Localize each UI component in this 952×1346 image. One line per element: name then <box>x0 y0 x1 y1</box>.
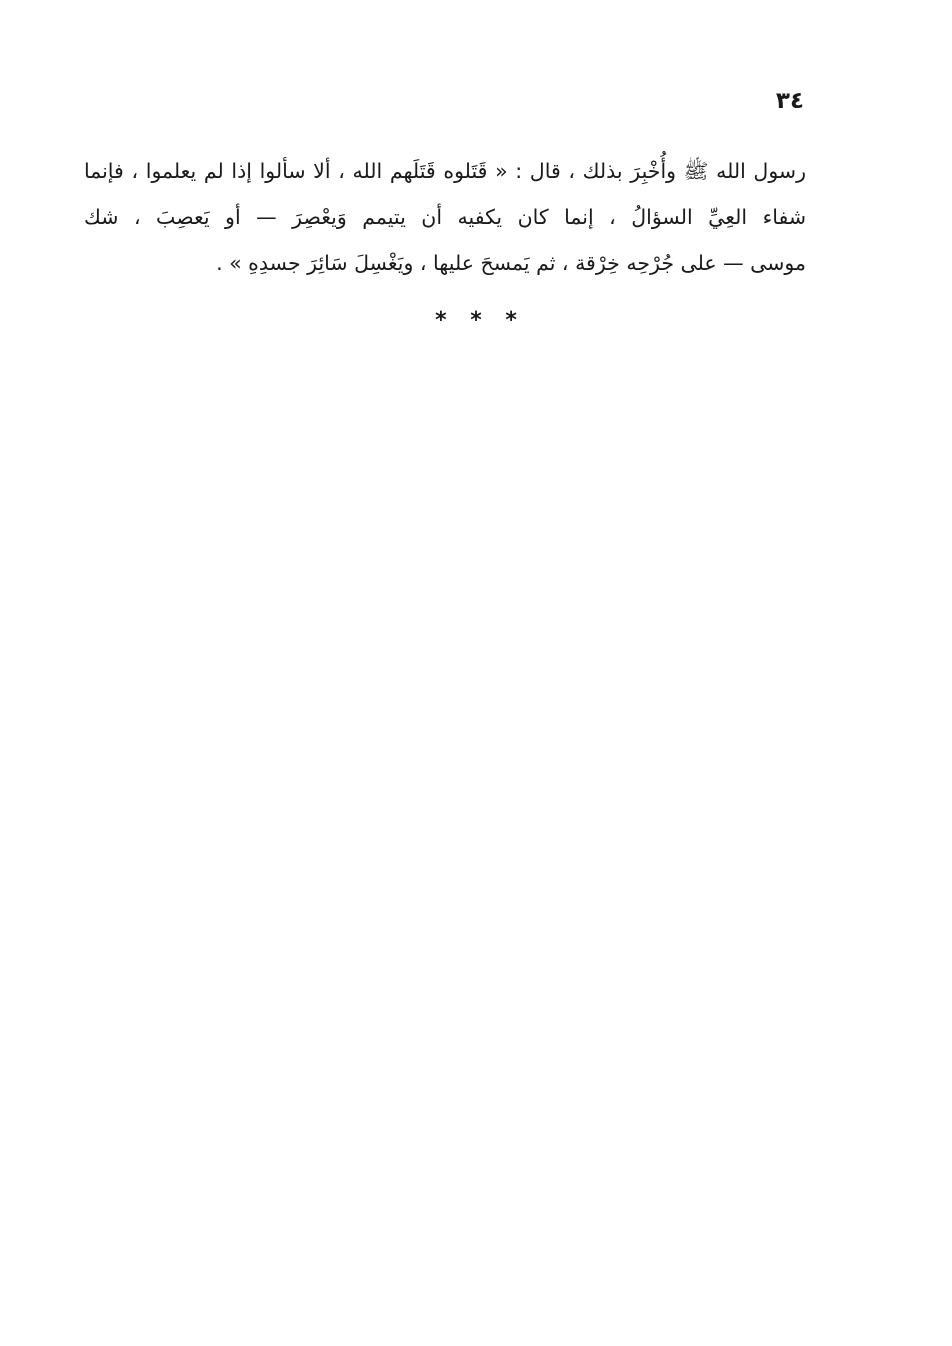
section-separator: * * * <box>435 308 517 333</box>
text-line: شفاء العِيِّ السؤالُ ، إنما كان يكفيه أن يتيمم وَيعْصِرَ — أو يَعصِبَ ، شك <box>84 205 806 229</box>
text-line: رسول الله ﷺ وأُخْبِرَ بذلك ، قال : « قَتَلوه قَتَلَهم الله ، ألا سألوا إذا لم يعلموا ، فإنما <box>84 159 806 183</box>
page-number: ٣٤ <box>775 88 804 114</box>
text-line: موسى — على جُرْحِه خِرْقة ، ثم يَمسحَ عليها ، ويَغْسِلَ سَائِرَ جسدِهِ » . <box>216 251 806 275</box>
paragraph <box>84 148 806 286</box>
